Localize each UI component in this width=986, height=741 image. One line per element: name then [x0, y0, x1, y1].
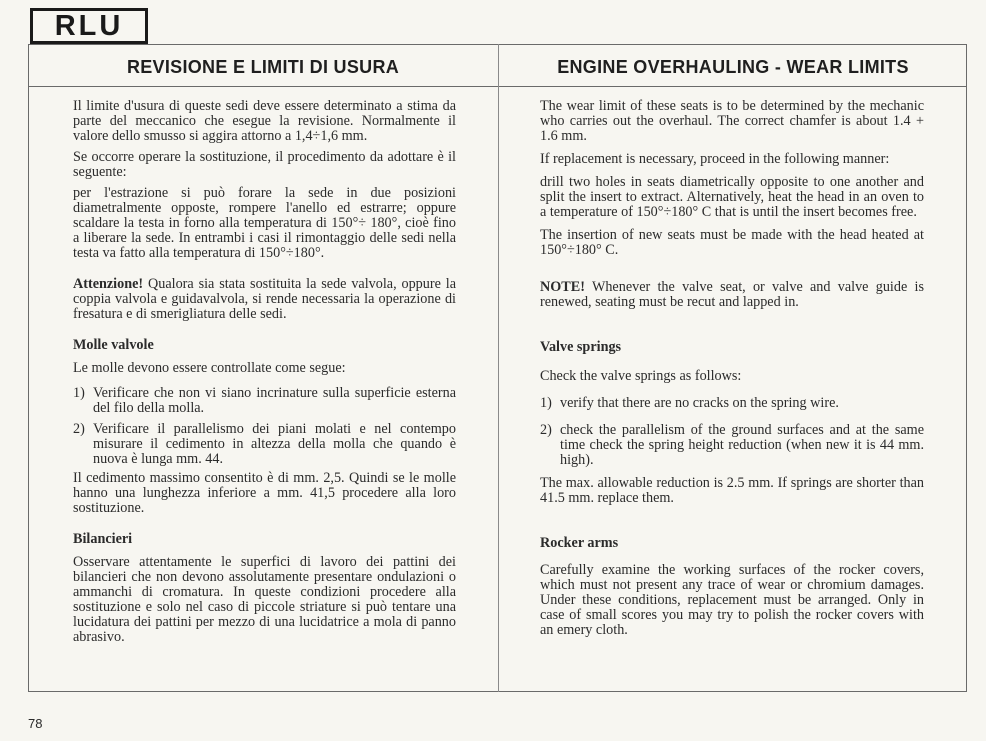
list-continuation: Il cedimento massimo consentito è di mm. 2,5. Quindi se le molle hanno una lunghezza inferiore a mm. 41,5 procedere alla loro sostituzione.: [73, 470, 456, 516]
section-title-valve-springs: Valve springs: [540, 339, 622, 355]
list-text: verify that there are no cracks on the spring wire.: [560, 395, 839, 411]
right-heading: ENGINE OVERHAULING - WEAR LIMITS: [557, 57, 909, 77]
attention-paragraph: [73, 277, 456, 322]
list-number: 1): [540, 395, 552, 411]
list-item: [73, 422, 456, 467]
section-title-molle: Molle valvole: [73, 337, 154, 353]
paragraph: per l'estrazione si può forare la sede in due posizioni diametralmente opposte, rompere l'anello ed estrarre; oppure scaldare la testa in forno alla temperatura di 150°÷ 180°, cioè fino a liberare la sede. In entrambi i casi il rimontaggio delle sedi nella testa va fatto alla temperatura di 150°÷180°.: [73, 185, 456, 261]
list-number: 2): [540, 422, 552, 438]
list-text: Verificare che non vi siano incrinature sulla superficie esterna del filo della molla.: [93, 385, 456, 416]
paragraph: drill two holes in seats diametrically opposite to one another and split the insert to extract. Alternatively, heat the head in an oven to a temperature of 150°÷180° C that is until the insert becomes free.: [540, 174, 924, 220]
rlu-logo: RLU: [30, 8, 148, 44]
note-paragraph: [540, 280, 924, 310]
note-text: Whenever the valve seat, or valve and valve guide is renewed, seating must be recut and lapped in.: [540, 279, 924, 310]
paragraph: Le molle devono essere controllate come segue:: [73, 360, 346, 376]
attention-label: Attenzione!: [73, 276, 144, 292]
section-title-rocker-arms: Rocker arms: [540, 535, 619, 551]
paragraph: Osservare attentamente le superfici di lavoro dei pattini dei bilancieri che non devono assolutamente presentare ondulazioni o ammanchi di cromatura. In queste condizioni procedere alla sostituzione e solo nel caso di piccole striature si può tentare una lucidatura dei pattini per mezzo di una lucidatrice a mola di panno abrasivo.: [73, 554, 456, 645]
page-number: 78: [28, 716, 43, 731]
column-divider: [498, 44, 499, 692]
list-item: [540, 423, 924, 468]
left-heading: REVISIONE E LIMITI DI USURA: [126, 57, 400, 77]
english-column: [540, 99, 924, 644]
paragraph: If replacement is necessary, proceed in the following manner:: [540, 151, 890, 167]
list-item: [73, 386, 456, 416]
section-title-bilancieri: Bilancieri: [73, 531, 133, 547]
paragraph: The insertion of new seats must be made with the head heated at 150°÷180° C.: [540, 227, 924, 258]
attention-text: Qualora sia stata sostituita la sede valvola, oppure la coppia valvola e guidavalvola, si rende necessaria la operazione di fresatura e di smerigliatura delle sedi.: [73, 276, 456, 322]
list-text: Verificare il parallelismo dei piani molati e nel contempo misurare il cedimento in altezza della molla che quando è nuova è lunga mm. 44.: [93, 421, 456, 467]
list-number: 1): [73, 385, 85, 401]
italian-column: [73, 99, 456, 651]
paragraph: Check the valve springs as follows:: [540, 368, 742, 384]
paragraph: The wear limit of these seats is to be determined by the mechanic who carries out the overhaul. The correct chamfer is about 1.4 + 1.6 mm.: [540, 98, 924, 144]
list-number: 2): [73, 421, 85, 437]
note-label: NOTE!: [540, 279, 585, 295]
list-text: check the parallelism of the ground surfaces and at the same time check the spring height reduction (when new it is 44 mm. high).: [560, 422, 924, 468]
list-continuation: The max. allowable reduction is 2.5 mm. If springs are shorter than 41.5 mm. replace them.: [540, 475, 924, 506]
paragraph: Carefully examine the working surfaces of the rocker covers, which must not present any trace of wear or chromium damages. Under these conditions, replacement must be arranged. Only in case of small scores you may try to polish the rocker covers with an emery cloth.: [540, 562, 924, 638]
list-item: [540, 396, 924, 411]
paragraph: Se occorre operare la sostituzione, il procedimento da adottare è il seguente:: [73, 149, 456, 180]
paragraph: Il limite d'usura di queste sedi deve essere determinato a stima da parte del meccanico che esegue la revisione. Normalmente il valore dello smusso si aggira attorno a 1,4÷1,6 mm.: [73, 98, 456, 144]
